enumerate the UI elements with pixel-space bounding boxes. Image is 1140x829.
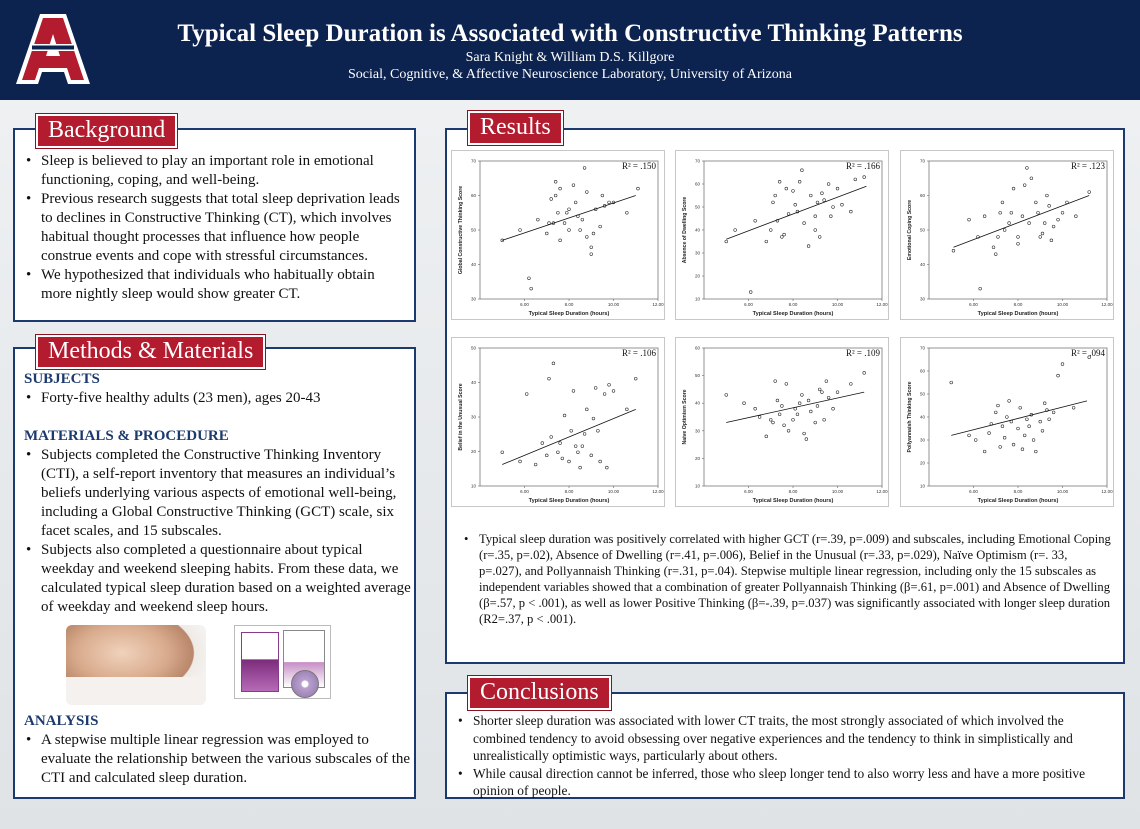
x-tick-label: 6.00 (969, 489, 978, 494)
conclusions-bullet: • While causal direction cannot be inferred, those who sleep longer tend to also worry less and have a more positive opinion of people. (456, 765, 1116, 800)
y-tick-label: 70 (694, 158, 700, 164)
x-tick-label: 12.00 (1101, 489, 1113, 494)
y-tick-label: 10 (694, 483, 700, 489)
plot-area (480, 161, 658, 299)
x-tick-label: 12.00 (652, 489, 664, 494)
analysis-heading: ANALYSIS (24, 713, 99, 729)
results-heading: Results (468, 111, 563, 145)
y-tick-label: 30 (919, 437, 925, 443)
y-tick-label: 60 (694, 345, 700, 351)
r-squared-annotation: R² = .150 (621, 161, 656, 171)
analysis-bullet: • A stepwise multiple linear regression was employed to evaluate the relationship between the various subscales of the CTI and calculated sleep duration. (24, 731, 414, 788)
r-squared-annotation: R² = .106 (621, 348, 656, 358)
y-tick-label: 30 (470, 296, 476, 302)
y-tick-label: 40 (470, 380, 476, 385)
r-squared-annotation: R² = .094 (1070, 348, 1105, 358)
y-tick-label: 10 (919, 483, 925, 489)
y-tick-label: 40 (919, 414, 925, 420)
y-axis-label: Absence of Dwelling Score (682, 196, 688, 264)
background-bullet: • Previous research suggests that total sleep deprivation leads to declines in Constructive Thinking (CT), which involves habitual thought processes that influence how people construe events and cope with stressful circumstances. (24, 190, 404, 266)
scatter-chart-emotional-coping (900, 150, 1114, 320)
poster-affiliation: Social, Cognitive, & Affective Neuroscience Laboratory, University of Arizona (348, 67, 792, 82)
plot-area (704, 161, 882, 299)
background-bullet: • We hypothesized that individuals who habitually obtain more nightly sleep would show greater CT. (24, 266, 404, 304)
y-tick-label: 30 (694, 428, 700, 434)
scatter-chart-belief-in-unusual (451, 337, 665, 507)
y-tick-label: 70 (919, 345, 925, 351)
x-axis-label: Typical Sleep Duration (hours) (977, 311, 1059, 317)
x-tick-label: 6.00 (520, 302, 529, 307)
conclusions-bullets (456, 712, 1116, 800)
cti-inventory-image (234, 625, 331, 699)
r-squared-annotation: R² = .166 (845, 161, 880, 171)
y-tick-label: 50 (919, 227, 925, 233)
x-axis-label: Typical Sleep Duration (hours) (752, 498, 834, 504)
y-tick-label: 10 (470, 483, 476, 489)
plot-area (929, 161, 1107, 299)
r-squared-annotation: R² = .123 (1070, 161, 1105, 171)
x-tick-label: 8.00 (564, 302, 574, 307)
y-tick-label: 30 (919, 296, 925, 302)
y-tick-label: 70 (470, 158, 476, 164)
y-tick-label: 70 (919, 158, 925, 164)
x-tick-label: 6.00 (520, 489, 529, 494)
plot-area (704, 348, 882, 486)
scatter-chart-global-constructive-thinking (451, 150, 665, 320)
x-tick-label: 10.00 (1056, 489, 1069, 494)
conclusions-bullet: • Shorter sleep duration was associated with lower CT traits, the most strongly associated of which involved the combined tendency to avoid obsessing over negative experiences and the tendency to think in simplistically and unrealistically optimistic ways, particularly about others. (456, 712, 1116, 765)
y-tick-label: 60 (919, 368, 925, 374)
x-tick-label: 8.00 (788, 302, 798, 307)
y-axis-label: Belief in the Unusual Score (458, 383, 464, 451)
plot-area (929, 348, 1107, 486)
x-tick-label: 6.00 (744, 489, 753, 494)
x-tick-label: 12.00 (1101, 302, 1113, 307)
y-tick-label: 50 (694, 204, 700, 210)
y-tick-label: 50 (919, 391, 925, 397)
x-axis-label: Typical Sleep Duration (hours) (528, 311, 610, 317)
background-bullet: • Sleep is believed to play an important role in emotional functioning, coping, and well-being. (24, 152, 404, 190)
cd-icon (291, 670, 319, 698)
x-tick-label: 10.00 (607, 302, 620, 307)
background-bullets (24, 152, 404, 304)
x-tick-label: 8.00 (1013, 302, 1023, 307)
y-tick-label: 60 (694, 181, 700, 187)
subjects-bullets (24, 389, 414, 408)
x-axis-label: Typical Sleep Duration (hours) (752, 311, 834, 317)
y-tick-label: 40 (694, 227, 700, 233)
analysis-bullets (24, 731, 414, 788)
university-arizona-logo (10, 8, 96, 90)
x-axis-label: Typical Sleep Duration (hours) (977, 498, 1059, 504)
x-tick-label: 8.00 (564, 489, 574, 494)
y-axis-label: Emotional Coping Score (907, 199, 913, 261)
x-tick-label: 12.00 (876, 489, 888, 494)
y-tick-label: 60 (919, 193, 925, 198)
poster-header (0, 0, 1140, 100)
x-tick-label: 6.00 (969, 302, 978, 307)
poster-title: Typical Sleep Duration is Associated with Constructive Thinking Patterns (177, 20, 963, 47)
subjects-heading: SUBJECTS (24, 371, 100, 387)
x-tick-label: 12.00 (876, 302, 888, 307)
r-squared-annotation: R² = .109 (845, 348, 880, 358)
methods-content (24, 370, 414, 617)
y-tick-label: 40 (470, 262, 476, 267)
y-axis-label: Naive Optimism Score (682, 389, 688, 445)
materials-bullet: • Subjects completed the Constructive Thinking Inventory (CTI), a self-report inventory that measures an individual’s beliefs underlying various aspects of emotional well-being, including a Global Constructive Thinking (GCT) scale, six facet scales, and 15 subscales. (24, 446, 414, 541)
x-tick-label: 8.00 (788, 489, 798, 494)
y-tick-label: 30 (470, 414, 476, 420)
y-tick-label: 20 (470, 449, 476, 454)
x-tick-label: 10.00 (607, 489, 620, 494)
poster-authors: Sara Knight & William D.S. Killgore (465, 50, 675, 65)
background-heading: Background (36, 114, 177, 148)
y-tick-label: 20 (919, 460, 925, 466)
x-tick-label: 10.00 (1056, 302, 1069, 307)
y-tick-label: 50 (470, 345, 476, 351)
y-tick-label: 40 (919, 262, 925, 267)
x-tick-label: 6.00 (744, 302, 753, 307)
y-tick-label: 20 (694, 273, 700, 279)
scatter-chart-absence-of-dwelling (675, 150, 889, 320)
materials-heading: MATERIALS & PROCEDURE (24, 428, 229, 444)
y-axis-label: Global Constructive Thinking Score (458, 185, 464, 275)
y-tick-label: 10 (694, 296, 700, 302)
subjects-bullet: • Forty-five healthy adults (23 men), ages 20-43 (24, 389, 414, 408)
sleeping-woman-photo (66, 625, 206, 705)
plot-area (480, 348, 658, 486)
methods-heading: Methods & Materials (36, 335, 265, 369)
conclusions-heading: Conclusions (468, 676, 611, 710)
x-tick-label: 8.00 (1013, 489, 1023, 494)
x-tick-label: 12.00 (652, 302, 664, 307)
y-tick-label: 50 (694, 373, 700, 379)
y-tick-label: 20 (694, 455, 700, 461)
x-tick-label: 10.00 (831, 302, 844, 307)
y-tick-label: 30 (694, 250, 700, 256)
y-tick-label: 60 (470, 193, 476, 198)
analysis-content (24, 712, 414, 788)
y-tick-label: 50 (470, 227, 476, 233)
materials-bullet: • Subjects also completed a questionnaire about typical weekday and weekend sleeping habits. From these data, we calculated typical sleep duration based on a weighted average of weekday and weekend sleep hours. (24, 541, 414, 617)
results-bullet: • Typical sleep duration was positively correlated with higher GCT (r=.39, p=.009) and subscales, including Emotional Coping (r=.35, p=.02), Absence of Dwelling (r=.41, p=.006), Belief in the Unusual (r=.33, p=.029), Naïve Optimism (r=. 33, p=.027), and Pollyannaish Thinking (r=.31, p=.04). Stepwise multiple linear regression, including only the 15 subscales as independent variables showed that a combination of greater Pollyannaish Thinking (β=.61, p=.001) and Absence of Dwelling (β=.57, p < .001), as well as lower Positive Thinking (β=-.39, p=.037) was significantly associated with longer sleep duration (R2=.37, p < .001). (462, 531, 1112, 627)
scatter-chart-pollyannaish-thinking (900, 337, 1114, 507)
x-tick-label: 10.00 (831, 489, 844, 494)
y-axis-label: Pollyannaish Thinking Score (907, 381, 913, 453)
scatter-chart-naive-optimism (675, 337, 889, 507)
x-axis-label: Typical Sleep Duration (hours) (528, 498, 610, 504)
y-tick-label: 40 (694, 400, 700, 406)
materials-bullets (24, 446, 414, 617)
results-bullets (462, 531, 1112, 627)
